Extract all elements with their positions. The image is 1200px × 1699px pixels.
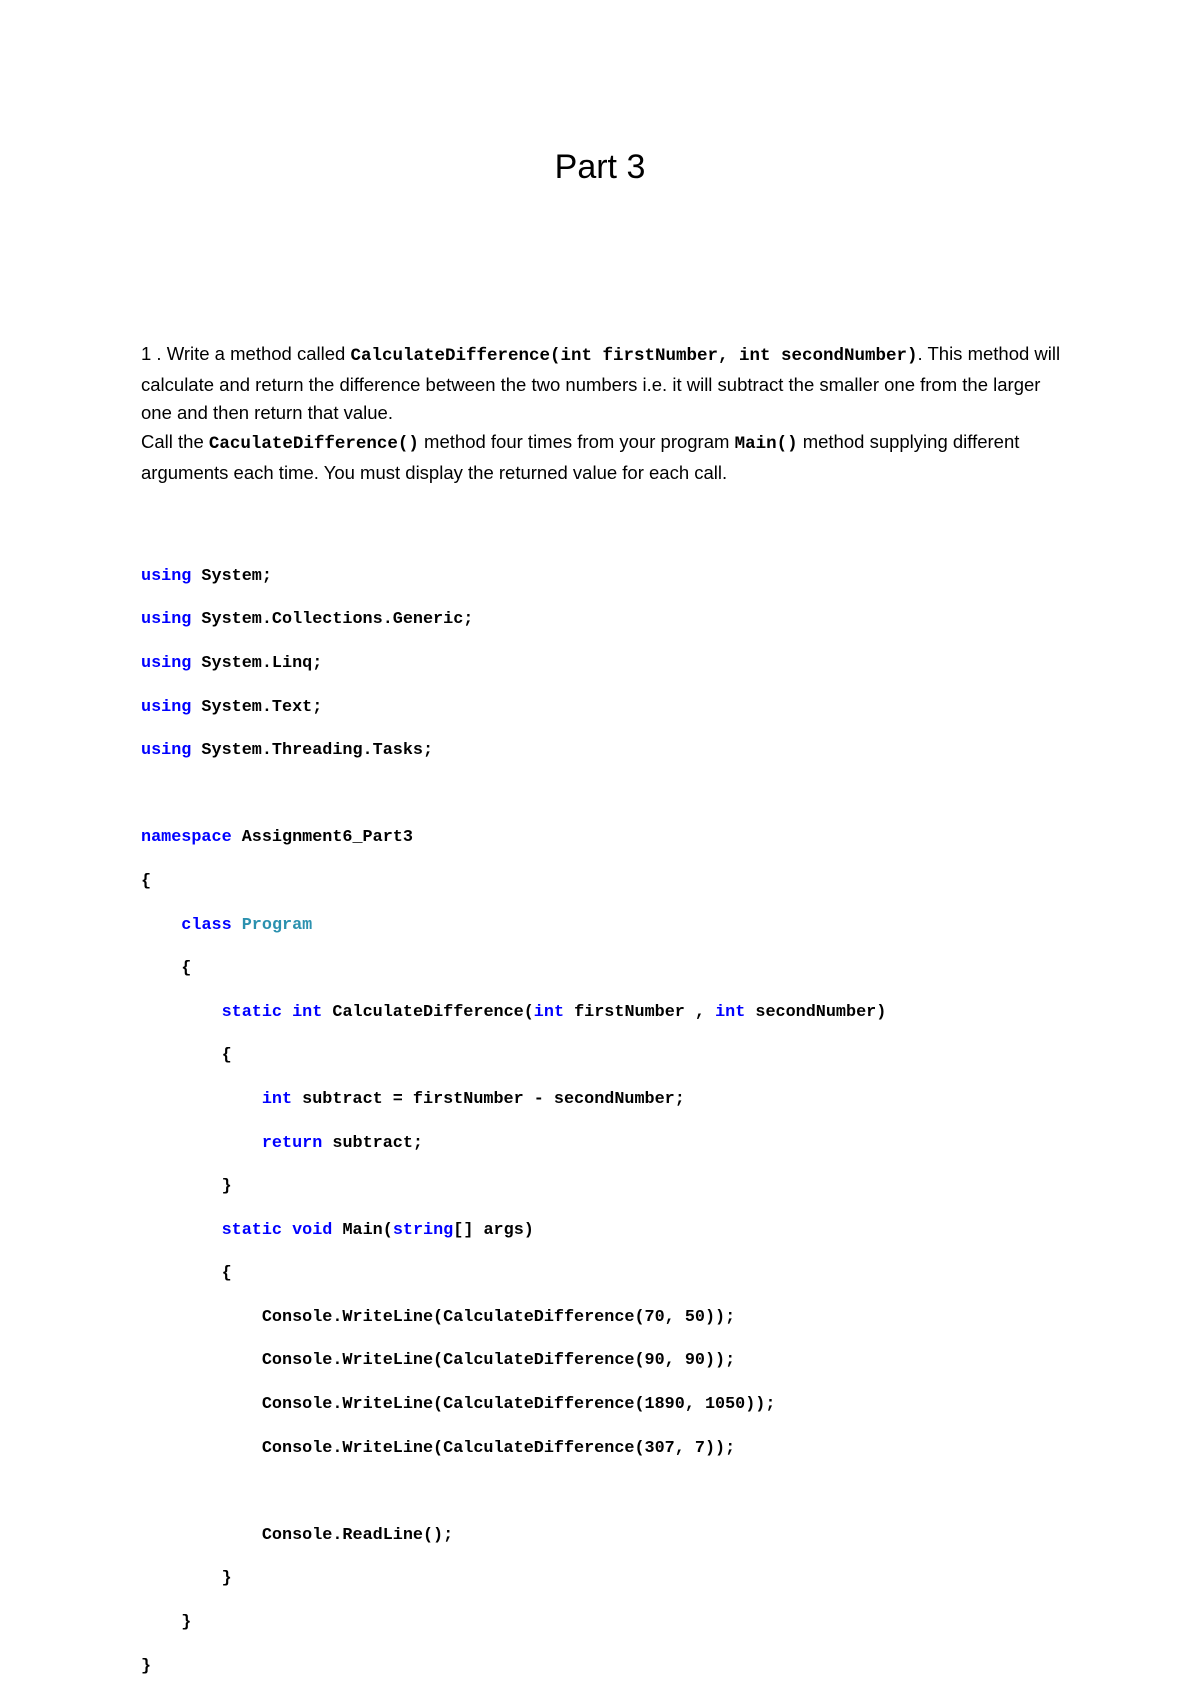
writeline-call: Console.WriteLine(CalculateDifference(90, 90)); xyxy=(261,1351,736,1371)
code-line-using xyxy=(141,740,886,762)
keyword-namespace: namespace xyxy=(141,828,232,848)
keyword-string: string xyxy=(392,1220,454,1240)
code-line-call xyxy=(141,1307,886,1329)
main-args: [] args) xyxy=(453,1220,534,1240)
class-name: Program xyxy=(241,915,313,935)
keyword-int: int xyxy=(292,1002,323,1022)
open-brace: { xyxy=(221,1264,232,1284)
page-title: Part 3 xyxy=(554,148,646,186)
param-first: firstNumber , xyxy=(564,1002,716,1022)
code-line-brace xyxy=(141,1045,886,1067)
using-namespace: System.Text; xyxy=(191,697,323,717)
using-namespace: System; xyxy=(191,566,272,586)
using-namespace: System.Threading.Tasks; xyxy=(191,741,434,761)
keyword-class: class xyxy=(181,915,232,935)
writeline-call: Console.WriteLine(CalculateDifference(1890, 1050)); xyxy=(261,1395,776,1415)
code-line-brace xyxy=(141,958,886,980)
code-line-using xyxy=(141,609,886,631)
code-line-method-decl xyxy=(141,1002,886,1024)
question-paragraph xyxy=(141,340,1071,428)
using-namespace: System.Collections.Generic; xyxy=(191,610,474,630)
call-middle: method four times from your program xyxy=(418,431,735,453)
code-line-brace xyxy=(141,1176,886,1198)
code-line-using xyxy=(141,566,886,588)
close-brace: } xyxy=(221,1569,232,1589)
code-line-call xyxy=(141,1350,886,1372)
question-intro: Write a method called xyxy=(161,343,351,364)
question-description: . This method will calculate and return the difference between the two numbers i.e. it will subtract the smaller one from the larger one and then return that value. xyxy=(141,343,1061,424)
code-line-blank xyxy=(141,784,886,806)
code-line-call xyxy=(141,1438,886,1460)
keyword-using: using xyxy=(141,697,192,717)
method-signature: CalculateDifference(int firstNumber, int secondNumber) xyxy=(350,346,918,366)
keyword-void: void xyxy=(292,1220,333,1240)
writeline-call: Console.WriteLine(CalculateDifference(307, 7)); xyxy=(261,1438,736,1458)
readline-call: Console.ReadLine(); xyxy=(261,1525,454,1545)
question-number: 1 . xyxy=(141,343,162,364)
code-line-using xyxy=(141,653,886,675)
open-brace: { xyxy=(141,871,152,891)
keyword-int: int xyxy=(715,1002,746,1022)
code-line-readline xyxy=(141,1525,886,1547)
close-brace: } xyxy=(181,1613,192,1633)
return-statement: subtract; xyxy=(322,1133,424,1153)
code-line-brace xyxy=(141,1263,886,1285)
code-line-subtract xyxy=(141,1089,886,1111)
code-line-brace xyxy=(141,871,886,893)
using-namespace: System.Linq; xyxy=(191,653,323,673)
method-decl-name: CalculateDifference( xyxy=(322,1002,534,1022)
code-listing xyxy=(141,544,886,1699)
keyword-int: int xyxy=(533,1002,565,1022)
code-line-call xyxy=(141,1394,886,1416)
main-method-name: Main() xyxy=(734,434,798,455)
keyword-using: using xyxy=(141,610,192,630)
keyword-static: static xyxy=(221,1220,283,1240)
code-line-blank xyxy=(141,1481,886,1503)
subtract-statement: subtract = firstNumber - secondNumber; xyxy=(292,1089,685,1109)
call-method-name: CaculateDifference() xyxy=(208,434,419,455)
code-line-main-decl xyxy=(141,1220,886,1242)
keyword-using: using xyxy=(141,653,192,673)
keyword-return: return xyxy=(261,1133,323,1153)
main-decl-name: Main( xyxy=(332,1220,393,1240)
writeline-call: Console.WriteLine(CalculateDifference(70, 50)); xyxy=(261,1307,736,1327)
param-second: secondNumber) xyxy=(745,1002,887,1022)
code-line-using xyxy=(141,697,886,719)
keyword-using: using xyxy=(141,566,192,586)
keyword-using: using xyxy=(141,741,192,761)
code-line-class xyxy=(141,915,886,937)
call-end: method supplying different arguments each time. You must display the returned value for each call. xyxy=(141,431,1020,483)
code-line-return xyxy=(141,1133,886,1155)
keyword-static: static xyxy=(221,1002,283,1022)
close-brace: } xyxy=(221,1177,232,1197)
question-1 xyxy=(141,340,1071,488)
open-brace: { xyxy=(181,959,192,979)
close-brace: } xyxy=(141,1656,152,1676)
code-line-brace xyxy=(141,1568,886,1590)
call-instruction xyxy=(141,428,1071,487)
namespace-name: Assignment6_Part3 xyxy=(231,828,413,848)
code-line-namespace xyxy=(141,827,886,849)
code-line-brace xyxy=(141,1612,886,1634)
keyword-int: int xyxy=(261,1089,293,1109)
code-line-brace xyxy=(141,1656,886,1678)
call-intro: Call the xyxy=(141,431,209,453)
open-brace: { xyxy=(221,1046,232,1066)
